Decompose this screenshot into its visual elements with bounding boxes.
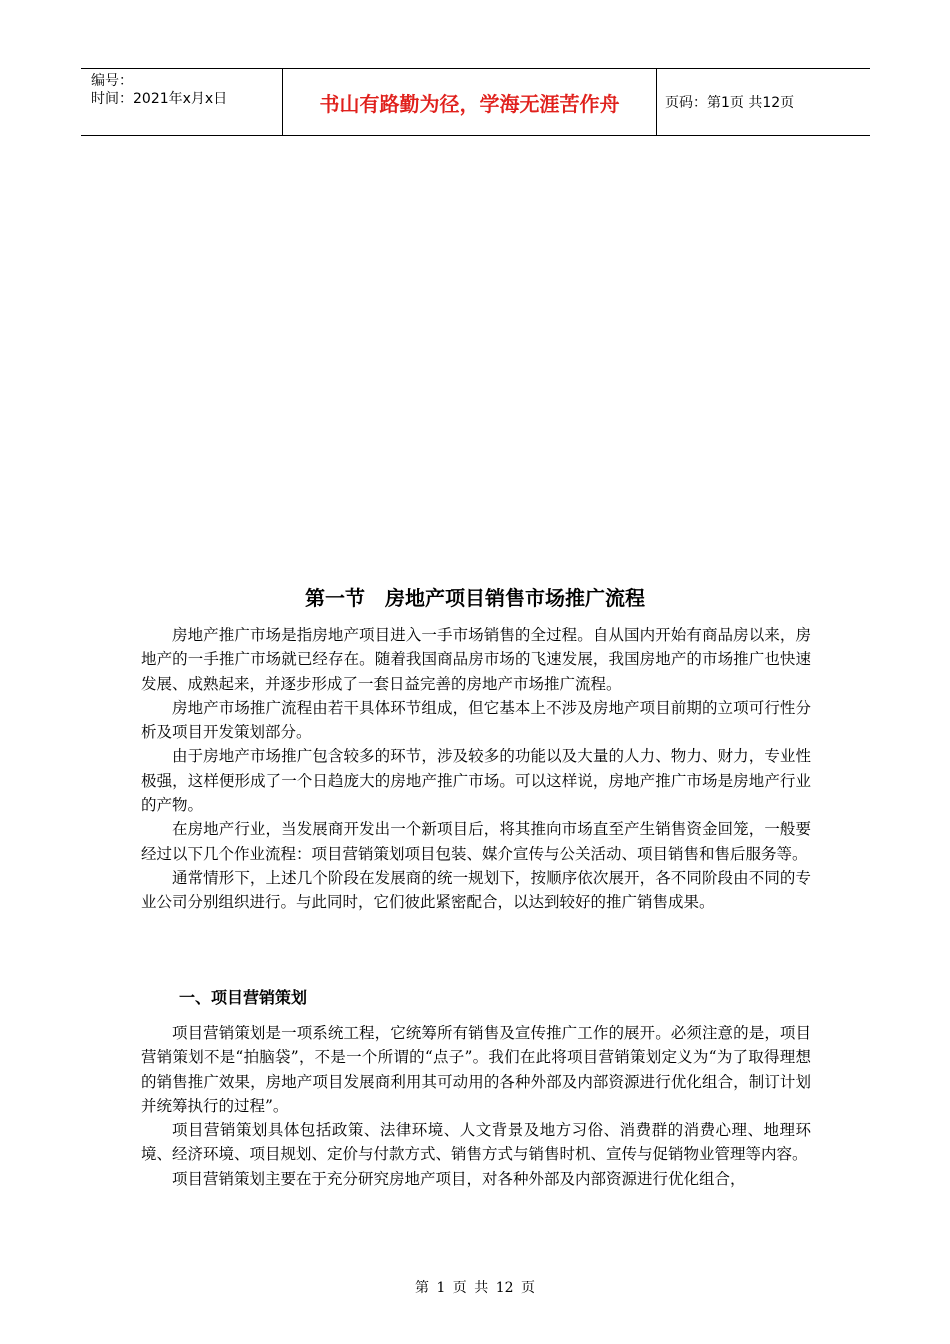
- page-footer: 第 1 页 共 12 页: [415, 1280, 535, 1296]
- intro-body: [141, 623, 811, 915]
- header-page-cell: [657, 69, 870, 135]
- subsection-body: [141, 1021, 811, 1191]
- header-info-cell: [81, 69, 283, 135]
- paragraph: 在房地产行业，当发展商开发出一个新项目后，将其推向市场直至产生销售资金回笼，一般要经过以下几个作业流程：项目营销策划项目包装、媒介宣传与公关活动、项目销售和售后服务等。: [141, 820, 811, 863]
- header-motto-cell: [283, 69, 657, 135]
- paragraph: 项目营销策划是一项系统工程，它统筹所有销售及宣传推广工作的展开。必须注意的是，项目营销策划不是“拍脑袋”，不是一个所谓的“点子”。我们在此将项目营销策划定义为“为了取得理想的销售推广效果，房地产项目发展商利用其可动用的各种外部及内部资源进行优化组合，制订计划并统筹执行的过程”。: [141, 1024, 811, 1115]
- document-number-label: 编号：: [91, 73, 133, 89]
- header-table: [81, 68, 870, 136]
- header-motto: 书山有路勤为径，学海无涯苦作舟: [319, 91, 620, 116]
- paragraph: 由于房地产市场推广包含较多的环节，涉及较多的功能以及大量的人力、物力、财力，专业性极强，这样便形成了一个日趋庞大的房地产推广市场。可以这样说，房地产推广市场是房地产行业的产物。: [141, 747, 811, 815]
- document-time-label: 时间：2021年x月x日: [91, 91, 228, 107]
- paragraph: 通常情形下，上述几个阶段在发展商的统一规划下，按顺序依次展开，各不同阶段由不同的专业公司分别组织进行。与此同时，它们彼此紧密配合，以达到较好的推广销售成果。: [141, 868, 811, 912]
- paragraph: 项目营销策划具体包括政策、法律环境、人文背景及地方习俗、消费群的消费心理、地理环境、经济环境、项目规划、定价与付款方式、销售方式与销售时机、宣传与促销物业管理等内容。: [141, 1121, 811, 1164]
- paragraph: 项目营销策划主要在于充分研究房地产项目，对各种外部及内部资源进行优化组合，: [172, 1169, 746, 1188]
- section-title: 第一节 房地产项目销售市场推广流程: [305, 586, 645, 610]
- header-page-label: 页码：第1页 共12页: [665, 95, 795, 111]
- paragraph: 房地产推广市场是指房地产项目进入一手市场销售的全过程。自从国内开始有商品房以来，房地产的一手推广市场就已经存在。随着我国商品房市场的飞速发展，我国房地产的市场推广也快速发展、成熟起来，并逐步形成了一套日益完善的房地产市场推广流程。: [141, 626, 811, 693]
- paragraph: 房地产市场推广流程由若干具体环节组成，但它基本上不涉及房地产项目前期的立项可行性分析及项目开发策划部分。: [141, 698, 811, 742]
- subsection-heading: 一、项目营销策划: [179, 988, 308, 1007]
